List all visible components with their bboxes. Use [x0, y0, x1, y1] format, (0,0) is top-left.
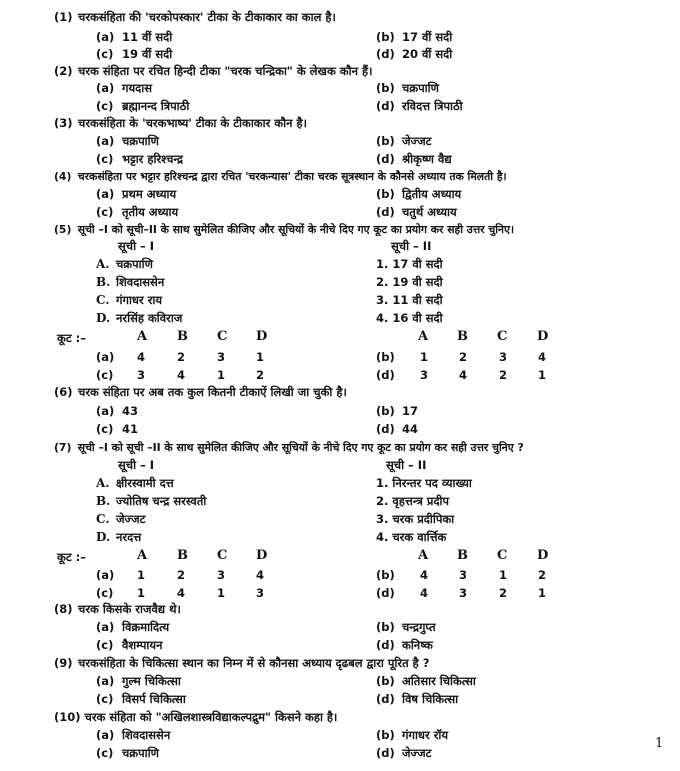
- q5-code-head: D: [537, 329, 549, 344]
- question-8: (8) चरक किसके राजवैद्य थे।: [54, 602, 181, 616]
- q7-list1-title: सूची – I: [118, 458, 155, 472]
- q7-code-option: (c): [96, 586, 114, 600]
- q10-option-d: (d) जेज्जट: [376, 746, 432, 760]
- question-3: (3) चरकसंहिता के 'चरकभाष्य' टीका के टीकाकार कौन है।: [54, 116, 307, 130]
- q5-code-value: 2: [499, 368, 508, 382]
- q2-option-b: (b) चक्रपाणि: [376, 81, 439, 95]
- q5-list2-title: सूची – II: [391, 239, 432, 253]
- q7-code-value: 1: [137, 586, 146, 600]
- q7-code-value: 2: [177, 568, 186, 582]
- q5-list1-item: B. शिवदाससेन: [96, 275, 165, 289]
- q5-code-value: 4: [177, 368, 186, 382]
- q5-code-label: कूट :–: [57, 331, 86, 345]
- q5-code-option: (a): [96, 350, 115, 364]
- q4-option-d: (d) चतुर्थ अध्याय: [376, 205, 457, 219]
- q5-code-value: 3: [420, 368, 429, 382]
- q5-code-value: 3: [499, 350, 508, 364]
- q2-option-c: (c) ब्रह्मानन्द त्रिपाठी: [96, 99, 190, 113]
- q9-option-d: (d) विष चिकित्सा: [376, 692, 459, 706]
- q5-list1-item: C. गंगाधर राय: [96, 293, 163, 307]
- q5-code-value: 1: [538, 368, 547, 382]
- q5-code-head: D: [256, 329, 268, 344]
- q5-code-head: B: [177, 329, 188, 344]
- q5-code-value: 3: [137, 368, 146, 382]
- q2-option-a: (a) गयदास: [96, 81, 153, 95]
- q7-code-head: D: [256, 548, 268, 563]
- q5-code-head: B: [457, 329, 468, 344]
- q7-list1-item: C. जेज्जट: [96, 512, 146, 526]
- q7-code-value: 1: [499, 568, 508, 582]
- q5-code-option: (d): [376, 368, 395, 382]
- question-1: (1) चरकसंहिता की 'चरकोपस्कार' टीका के टीकाकार का काल है।: [54, 10, 336, 24]
- q7-code-value: 4: [420, 586, 429, 600]
- q5-code-value: 4: [137, 350, 146, 364]
- q7-code-head: B: [457, 548, 468, 563]
- question-9: (9) चरकसंहिता के चिकित्सा स्थान का निम्न में से कौनसा अध्याय दृढबल द्वारा पूरित है ?: [54, 656, 430, 670]
- q5-code-value: 4: [459, 368, 468, 382]
- q7-code-value: 1: [538, 586, 547, 600]
- q5-list2-item: 2. 19 वी सदी: [376, 275, 443, 289]
- q5-code-value: 1: [256, 350, 265, 364]
- q5-code-head: A: [418, 329, 429, 344]
- q6-option-c: (c) 41: [96, 422, 139, 436]
- q7-code-option: (b): [376, 568, 395, 582]
- q7-code-value: 3: [256, 586, 265, 600]
- q3-option-c: (c) भट्टार हरिश्चन्द्र: [96, 152, 184, 166]
- q7-code-head: B: [177, 548, 188, 563]
- question-6: (6) चरक संहिता पर अब तक कुल कितनी टीकाऐं लिखी जा चुकी है।: [54, 385, 347, 399]
- q7-code-head: A: [137, 548, 148, 563]
- q5-code-head: A: [137, 329, 148, 344]
- q5-code-head: C: [217, 329, 228, 344]
- q1-option-d: (d) 20 वीं सदी: [376, 47, 453, 61]
- q5-code-value: 1: [420, 350, 429, 364]
- question-2: (2) चरक संहिता पर रचित हिन्दी टीका "चरक चन्द्रिका" के लेखक कौन हैं।: [54, 64, 373, 78]
- q4-option-b: (b) द्वितीय अध्याय: [376, 187, 462, 201]
- q5-code-head: C: [497, 329, 508, 344]
- q1-option-a: (a) 11 वीं सदी: [96, 30, 173, 44]
- q5-code-option: (b): [376, 350, 395, 364]
- q7-code-value: 4: [420, 568, 429, 582]
- q7-code-value: 3: [217, 568, 226, 582]
- q7-code-option: (d): [376, 586, 395, 600]
- q5-code-value: 2: [256, 368, 265, 382]
- q6-option-b: (b) 17: [376, 404, 419, 418]
- q7-code-head: C: [217, 548, 228, 563]
- q1-option-c: (c) 19 वीं सदी: [96, 47, 173, 61]
- q10-option-c: (c) चक्रपाणि: [96, 746, 159, 760]
- page-number: 1: [655, 736, 664, 751]
- q2-option-d: (d) रविदत्त त्रिपाठी: [376, 99, 463, 113]
- q3-option-b: (b) जेज्जट: [376, 134, 432, 148]
- q1-option-b: (b) 17 वीं सदी: [376, 30, 453, 44]
- q7-code-value: 2: [499, 586, 508, 600]
- q5-list2-item: 3. 11 वी सदी: [376, 293, 443, 307]
- q7-code-head: D: [537, 548, 549, 563]
- q7-code-value: 1: [217, 586, 226, 600]
- q8-option-b: (b) चन्द्रगुप्त: [376, 620, 436, 634]
- q9-option-b: (b) अतिसार चिकित्सा: [376, 674, 476, 688]
- q7-list2-title: सूची – II: [386, 458, 427, 472]
- q7-code-value: 2: [538, 568, 547, 582]
- question-10: (10) चरक संहिता को "अखिलशास्त्रविद्याकल्पद्रुम" किसने कहा है।: [54, 710, 338, 724]
- q5-list1-item: D. नरसिंह कविराज: [96, 311, 183, 325]
- q7-code-value: 1: [137, 568, 146, 582]
- q3-option-d: (d) श्रीकृष्ण वैद्य: [376, 152, 452, 166]
- q5-list1-title: सूची – I: [118, 239, 155, 253]
- question-4: (4) चरकसंहिता पर भट्टार हरिश्चन्द्र द्वारा रचित 'चरकन्यास' टीका चरक सूत्रस्थान के कौनसे अध्याय तक मिलती है।: [54, 170, 507, 183]
- q5-code-value: 1: [217, 368, 226, 382]
- q7-list2-item: 1. निरन्तर पद व्याख्या: [376, 476, 472, 490]
- q6-option-d: (d) 44: [376, 422, 419, 436]
- q7-code-value: 3: [459, 586, 468, 600]
- q7-code-value: 3: [459, 568, 468, 582]
- q9-option-c: (c) विसर्प चिकित्सा: [96, 692, 186, 706]
- q7-code-head: A: [418, 548, 429, 563]
- q5-list2-item: 1. 17 वी सदी: [376, 257, 443, 271]
- q3-option-a: (a) चक्रपाणि: [96, 134, 159, 148]
- q6-option-a: (a) 43: [96, 404, 139, 418]
- q7-list2-item: 4. चरक वार्त्तिक: [376, 530, 447, 544]
- q7-code-label: कूट :–: [57, 550, 86, 564]
- q8-option-c: (c) वैशम्पायन: [96, 638, 163, 652]
- q5-list1-item: A. चक्रपाणि: [96, 257, 153, 271]
- q10-option-b: (b) गंगाधर रॉय: [376, 728, 449, 742]
- q7-list1-item: D. नरदत्त: [96, 530, 142, 544]
- q4-option-c: (c) तृतीय अध्याय: [96, 205, 179, 219]
- q5-code-value: 3: [217, 350, 226, 364]
- q5-code-value: 4: [538, 350, 547, 364]
- q8-option-d: (d) कनिष्क: [376, 638, 433, 652]
- q5-list2-item: 4. 16 वी सदी: [376, 311, 443, 325]
- q5-code-option: (c): [96, 368, 114, 382]
- q9-option-a: (a) गुल्म चिकित्सा: [96, 674, 181, 688]
- q4-option-a: (a) प्रथम अध्याय: [96, 187, 177, 201]
- q5-code-value: 2: [459, 350, 468, 364]
- q5-code-value: 2: [177, 350, 186, 364]
- q7-code-option: (a): [96, 568, 115, 582]
- q7-list2-item: 3. चरक प्रदीपिका: [376, 512, 455, 526]
- q7-list1-item: B. ज्योतिष चन्द्र सरस्वती: [96, 494, 207, 508]
- question-5: (5) सूची –I को सूची–II के साथ सुमेलित कीजिए और सूचियों के नीचे दिए गए कूट का प्रयोग कर सही उत्तर चुनिए।: [54, 223, 515, 236]
- q7-code-head: C: [497, 548, 508, 563]
- q7-list1-item: A. क्षीरस्वामी दत्त: [96, 476, 174, 490]
- q7-list2-item: 2. वृहत्तन्त्र प्रदीप: [376, 494, 450, 508]
- question-7: (7) सूची –I को सूची –II के साथ सुमेलित कीजिए और सूचियों के नीचे दिए गए कूट का प्रयोग कर सही उत्तर चुनिए ?: [54, 441, 524, 454]
- q10-option-a: (a) शिवदाससेन: [96, 728, 171, 742]
- q7-code-value: 4: [177, 586, 186, 600]
- q7-code-value: 4: [256, 568, 265, 582]
- q8-option-a: (a) विक्रमादित्य: [96, 620, 170, 634]
